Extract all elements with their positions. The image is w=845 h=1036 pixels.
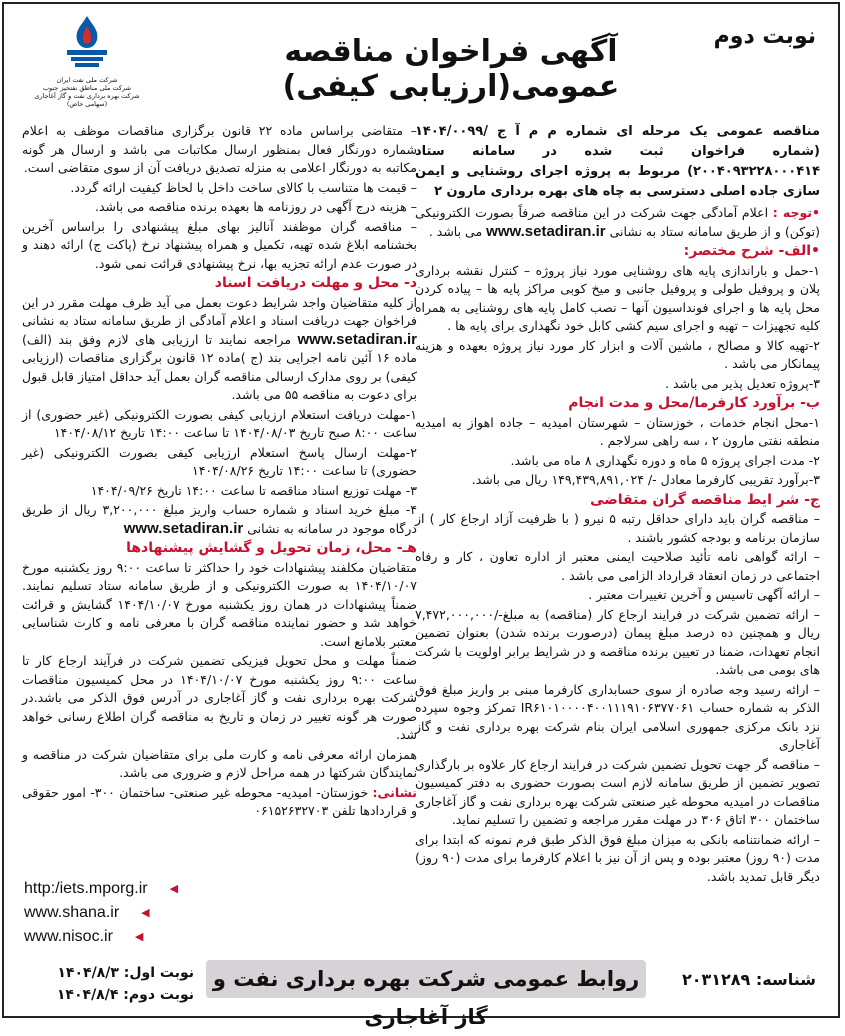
section-c-item: – ارائه گواهی نامه تأئید صلاحیت ایمنی معتبر از اداره تعاون ، کار و رفاه اجتماعی در زمان انعقاد قرارداد الزامی می باشد . bbox=[415, 549, 820, 583]
right-column bbox=[415, 122, 820, 887]
section-b-item: ۳-برآورد تقریبی کارفرما معادل -/ ۱۴۹,۴۳۹,۸۹۱,۰۲۴ ریال می باشد. bbox=[471, 472, 820, 487]
section-c-item: – ارائه ضمانتنامه بانکی به میزان مبلغ فوق الذکر طبق فرم نمونه که ابتدا برای مدت (۹۰ روز) معتبر بوده و پس از آن نیز با اعلام کارفرما برای مدت (۹۰ روز) دیگر قابل تمدید باشد. bbox=[415, 831, 821, 884]
section-a-heading: •الف- شرح مختصر: bbox=[683, 243, 820, 259]
logo-line-2: شرکت ملی مناطق نفتخیز جنوب bbox=[42, 84, 132, 92]
section-d-item: ۲-مهلت ارسال پاسخ استعلام ارزیابی کیفی بصورت الکترونیکی (غیر حضوری) تا ساعت ۱۴:۰۰ تاریخ ۱۴۰۴/۰۸/۲۶ bbox=[22, 444, 417, 478]
section-h-heading: هـ- محل، زمان تحویل و گشایش پیشنهادها bbox=[126, 540, 417, 556]
section-c-item: – مناقصه گر جهت تحویل تضمین شرکت در فرایند ارجاع کار علاوه بر بارگذاری تصویر تضمین از طریق سامانه لازم است بصورت حضوری به دفتر کمیسیون مناقصات در امیدیه محوطه غیر صنعتی شرکت بهره برداری نفت و گاز آغاجاری ساختمان ۳۰۰ اتاق ۳۰۶ در مهلت مقرر مراجعه و تضمین را تسلیم نماید. bbox=[415, 756, 820, 827]
triangle-left-icon: ◀ bbox=[169, 883, 179, 895]
link-row bbox=[24, 877, 178, 901]
address-label: نشانی: bbox=[372, 784, 417, 800]
round-badge: نوبت دوم bbox=[713, 24, 816, 49]
section-c-item: – ارائه آگهی تاسیس و آخرین تغییرات معتبر . bbox=[588, 587, 820, 602]
website-links bbox=[24, 877, 178, 949]
publication-dates bbox=[18, 962, 194, 1006]
note-label: •توجه : bbox=[772, 205, 820, 220]
triangle-left-icon: ◀ bbox=[134, 931, 144, 943]
section-b-heading: ب- برآورد کارفرما/محل و مدت انجام bbox=[568, 395, 820, 411]
link-row bbox=[24, 901, 178, 925]
section-d-item bbox=[22, 501, 417, 538]
logo-line-4: (سهامی خاص) bbox=[66, 100, 108, 108]
section-h-item: ضمناً مهلت و محل تحویل فیزیکی تضمین شرکت در فرآیند ارجاع کار تا ساعت ۹:۰۰ روز یکشنبه مورخ ۱۴۰۴/۱۰/۰۷ در محل کمیسیون مناقصات شرکت بهره برداری نفت و گاز آغاجاری در آدرس فوق الذکر می باشد.در صورت هر گونه تغییر در زمان و تاریخ به مناقصه گران اطلاع رسانی خواهد شد. bbox=[22, 653, 418, 742]
section-d-intro-tail: مراجعه نمایند تا ارزیابی های لازم وفق بند (الف) ماده ۱۶ آئین نامه اجرایی بند (ج )ماده ۱۲ قانون برگزاری مناقصات (ارزیابی کیفی) بر روی مدارک ارسالی مناقصه گران بعمل آید حداقل امتیاز قابل قبول برای دعوت به مناقصه ۵۵ می باشد. bbox=[21, 331, 417, 402]
condition-item: – مناقصه گران موظفند آنالیز بهای مبلغ پیشنهادی را براساس آخرین بخشنامه ابلاغ شده تهیه، تکمیل و همراه پیشنهاد نرخ (پاکت ج) ارائه دهند و در صورت عدم ارائه تجزیه بها، نرخ پیشنهادی قرائت نمی شود. bbox=[22, 218, 417, 271]
tender-intro: مناقصه عمومی یک مرحله ای شماره م م آ ج /۱۴۰۴/۰۰۹۹ (شماره فراخوان ثبت شده در سامانه ستاد ۲۰۰۴۰۹۳۲۲۸۰۰۰۴۱۴) مربوط به پروژه اجرای روشنایی و ایمن سازی جاده اصلی دسترسی به چاه های بهره برداری مارون ۲ bbox=[415, 124, 820, 199]
setad-link[interactable]: www.setadiran.ir bbox=[123, 519, 244, 537]
section-d-item: ۱-مهلت دریافت استعلام ارزیابی کیفی بصورت الکترونیکی (غیر حضوری) از ساعت ۸:۰۰ صبح تاریخ ۱۴۰۴/۰۸/۰۳ تا ساعت ۱۴:۰۰ تاریخ ۱۴۰۴/۰۸/۱۲ bbox=[22, 406, 417, 440]
section-d-intro-text: از کلیه متقاضیان واجد شرایط دعوت بعمل می آید ظرف مهلت مقرر در این فراخوان جهت دریافت اسناد و اعلام آمادگی از طریق سامانه ستاد به نشانی bbox=[22, 294, 417, 328]
section-a-item: ۳-پروژه تعدیل پذیر می باشد . bbox=[665, 375, 820, 391]
section-a-item: ۲-تهیه کالا و مصالح ، ماشین آلات و ابزار کار مورد نیاز پروژه بعهده و هزینه پیمانکار می باشد . bbox=[415, 337, 820, 371]
logo-line-3: شرکت بهره برداری نفت و گاز آغاجاری bbox=[34, 92, 140, 100]
section-h-item: همزمان ارائه معرفی نامه و کارت ملی برای متقاضیان شرکت در مناقصه و نمایندگان شرکتها در همه مراحل لازم و ضروری می باشد. bbox=[22, 746, 417, 780]
link-shana[interactable]: www.shana.ir bbox=[24, 904, 120, 921]
logo-line-1: شرکت ملی نفت ایران bbox=[56, 76, 118, 84]
header bbox=[4, 4, 838, 122]
section-a-item: ۱-حمل و باراندازی پایه های روشنایی مورد نیاز پروژه – کنترل نقشه برداری پلان و پروفیل طولی و پروفیل جانبی و میخ کوبی مراکز پایه ها – پیاده کردن محل پایه ها و اجرای فونداسیون آنها – نصب کامل پایه های روشنایی به همراه کلیه تجهیزات – تهیه و اجرای سیم کشی کابل خود نگهداری برای پایه ها . bbox=[415, 262, 820, 333]
address bbox=[22, 784, 417, 821]
section-d-heading: د- محل و مهلت دریافت اسناد bbox=[214, 275, 417, 291]
note-text: اعلام آمادگی جهت شرکت در این مناقصه صرفاً بصورت الکترونیکی (توکن) و از طریق سامانه ستاد به نشانی bbox=[415, 205, 820, 239]
notice-id: شناسه: ۲۰۳۱۲۸۹ bbox=[681, 970, 816, 989]
date-first: نوبت اول: ۱۴۰۴/۸/۳ bbox=[57, 965, 194, 981]
note-paragraph bbox=[415, 204, 820, 241]
section-b-item: ۱-محل انجام خدمات ، خوزستان – شهرستان امیدیه – جاده اهواز به امیدیه منطقه نفتی مارون ۲ ، سه راهی سرلاجم . bbox=[415, 414, 820, 448]
section-c-item: – مناقصه گران باید دارای حداقل رتبه ۵ نیرو ( با ظرفیت آزاد ارجاع کار ) از سازمان برنامه و بودجه کشور باشند . bbox=[415, 511, 820, 545]
condition-item: – هزینه درج آگهی در روزنامه ها بعهده برنده مناقصه می باشد. bbox=[94, 199, 417, 214]
setad-link[interactable]: www.setadiran.ir bbox=[486, 222, 606, 240]
section-d-item: ۳- مهلت توزیع اسناد مناقصه تا ساعت ۱۴:۰۰ تاریخ ۱۴۰۴/۰۹/۲۶ bbox=[90, 482, 417, 498]
section-c-item: – ارائه تضمین شرکت در فرایند ارجاع کار (مناقصه) به مبلغ-/۷,۴۷۲,۰۰۰,۰۰۰ ریال و همچنین ده درصد مبلغ پیمان (درصورت برنده شدن) بعنوان تضمین انجام تعهدات، ضمنا در تعیین برنده مناقصه و در شرایط برابر اولویت با شرکت های بومی می باشد. bbox=[415, 606, 820, 677]
section-d-intro bbox=[22, 294, 417, 405]
date-second: نوبت دوم: ۱۴۰۴/۸/۴ bbox=[56, 987, 194, 1003]
note-tail: می باشد . bbox=[428, 223, 483, 239]
flame-logo-icon bbox=[57, 12, 117, 72]
public-relations-bar: روابط عمومی شرکت بهره برداری نفت و گاز آغاجاری bbox=[206, 960, 646, 998]
section-c-heading: ج- شر ایط مناقصه گران متقاضی bbox=[590, 491, 820, 508]
link-row bbox=[24, 925, 178, 949]
link-iets[interactable]: http:/iets.mporg.ir bbox=[24, 880, 148, 897]
left-column bbox=[22, 122, 417, 822]
section-h-item: متقاضیان مکلفند پیشنهادات خود را حداکثر تا ساعت ۹:۰۰ روز یکشنبه مورخ ۱۴۰۴/۱۰/۰۷ به صورت الکترونیکی و از طریق سامانه ستاد تسلیم نمایند. ضمناً پیشنهادات در همان روز یکشنبه مورخ ۱۴۰۴/۱۰/۰۷ گشایش و قرائت خواهد شد و حضور نماینده مناقصه گران با معرفی نامه و کارت شناسایی معتبر بلامانع است. bbox=[22, 559, 418, 649]
link-nisoc[interactable]: www.nisoc.ir bbox=[24, 928, 113, 945]
notice-frame bbox=[2, 2, 840, 1029]
section-b-item: ۲- مدت اجرای پروژه ۵ ماه و دوره نگهداری ۸ ماه می باشد. bbox=[510, 452, 820, 468]
section-c-item: – ارائه رسید وجه صادره از سوی حسابداری کارفرما مبنی بر واریز مبلغ فوق الذکر به شماره حساب IR۶۱۰۱۰۰۰۰۴۰۰۱۱۱۹۱۰۶۳۷۷۰۶۱ تمرکز وجوه سپرده نزد بانک مرکزی جمهوری اسلامی ایران بنام شرکت بهره برداری نفت و گاز آغاجاری bbox=[415, 681, 820, 752]
triangle-left-icon: ◀ bbox=[141, 907, 150, 919]
address-text: خوزستان- امیدیه- محوطه غیر صنعتی- ساختمان ۳۰۰- امور حقوقی و قراردادها تلفن ۰۶۱۵۲۶۳۲۷۰۳ bbox=[22, 784, 417, 818]
condition-item: – متقاضی براساس ماده ۲۲ قانون برگزاری مناقصات موظف به اعلام شماره دورنگار فعال بمنظور ارسال مکاتبات می باشد و ارسال هر گونه مکاتبه به دورنگار اعلامی به منزله تصدیق دریافت آن از سوی متقاضی است. bbox=[22, 123, 417, 175]
company-logo bbox=[22, 12, 152, 120]
section-d-item-text: ۴- مبلغ خرید اسناد و شماره حساب واریز مبلغ ۳,۲۰۰,۰۰۰ ریال از طریق درگاه موجود در سامانه به نشانی bbox=[22, 502, 417, 536]
setad-link[interactable]: www.setadiran.ir bbox=[297, 330, 417, 348]
condition-item: – قیمت ها متناسب با کالای ساخت داخل با لحاظ کیفیت ارائه گردد. bbox=[70, 179, 417, 195]
page-title: آگهی فراخوان مناقصه عمومی(ارزیابی کیفی) bbox=[282, 34, 620, 104]
